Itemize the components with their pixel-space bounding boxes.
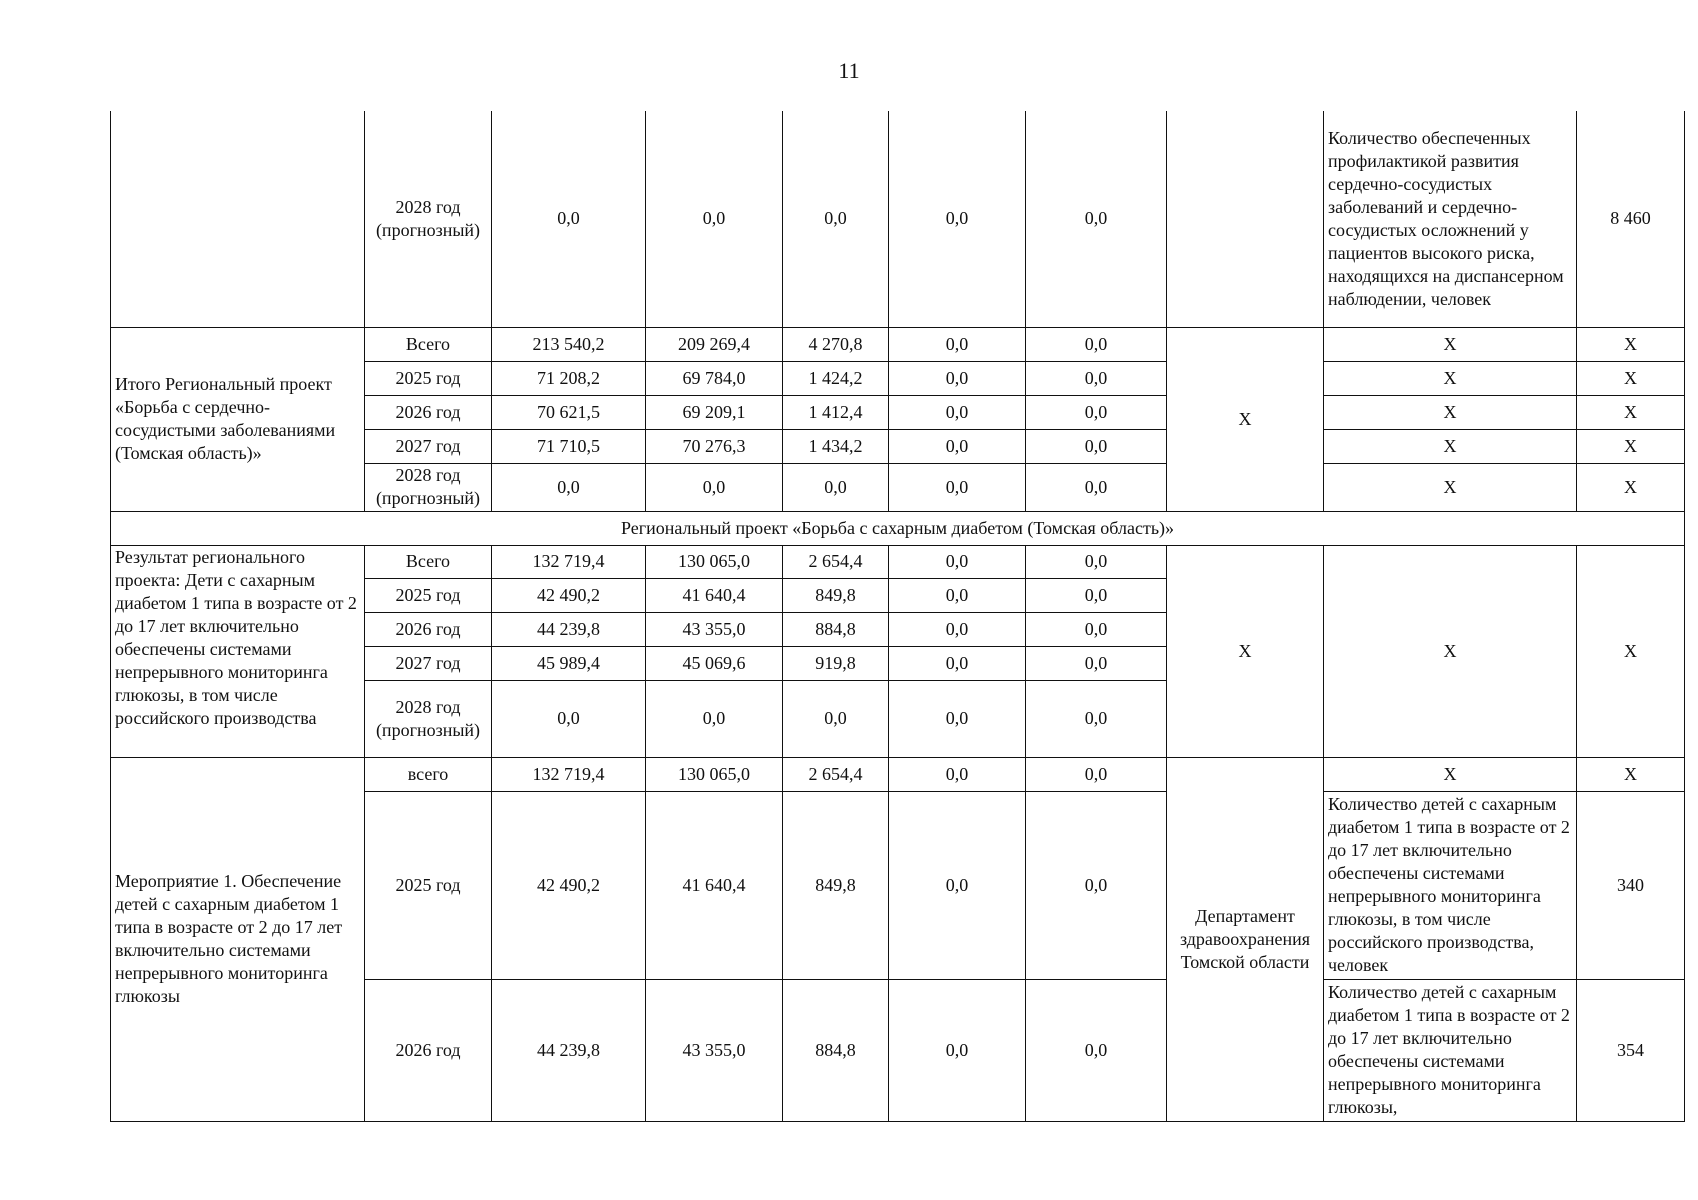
indicator-value-cell: Х: [1577, 545, 1685, 757]
table-row: [111, 327, 1685, 361]
value-cell: 884,8: [783, 612, 889, 646]
value-cell: 132 719,4: [492, 545, 646, 578]
value-cell: 0,0: [1026, 979, 1167, 1121]
value-cell: 44 239,8: [492, 612, 646, 646]
value-cell: 0,0: [889, 463, 1026, 511]
value-cell: 209 269,4: [646, 327, 783, 361]
value-cell: 0,0: [492, 463, 646, 511]
value-cell: 0,0: [1026, 757, 1167, 791]
name-cell: Итого Региональный проект «Борьба с сердечно-сосудистыми заболеваниями (Томская область)»: [111, 327, 365, 511]
value-cell: 0,0: [1026, 612, 1167, 646]
name-cell: Результат регионального проекта: Дети с сахарным диабетом 1 типа в возрасте от 2 до 17 лет включительно обеспечены системами непрерывного мониторинга глюкозы, в том числе российского производства: [111, 545, 365, 757]
indicator-value-cell: Х: [1577, 395, 1685, 429]
value-cell: 41 640,4: [646, 791, 783, 979]
indicator-value-cell: Х: [1577, 361, 1685, 395]
executor-cell: Х: [1167, 327, 1324, 511]
year-cell: 2025 год: [365, 578, 492, 612]
value-cell: 43 355,0: [646, 612, 783, 646]
name-cell: [111, 111, 365, 327]
indicator-cell: Х: [1324, 463, 1577, 511]
value-cell: 42 490,2: [492, 578, 646, 612]
value-cell: 0,0: [783, 680, 889, 757]
indicator-cell: Х: [1324, 361, 1577, 395]
value-cell: 0,0: [783, 111, 889, 327]
year-cell: 2025 год: [365, 361, 492, 395]
executor-cell: Департамент здравоохранения Томской области: [1167, 757, 1324, 1121]
table-row: [111, 111, 1685, 327]
value-cell: 2 654,4: [783, 757, 889, 791]
value-cell: 0,0: [1026, 463, 1167, 511]
indicator-value-cell: Х: [1577, 463, 1685, 511]
value-cell: 0,0: [1026, 646, 1167, 680]
table-row: [111, 757, 1685, 791]
indicator-value-cell: 340: [1577, 791, 1685, 979]
year-cell: 2027 год: [365, 646, 492, 680]
value-cell: 0,0: [1026, 791, 1167, 979]
value-cell: 0,0: [492, 111, 646, 327]
value-cell: 43 355,0: [646, 979, 783, 1121]
value-cell: 0,0: [889, 327, 1026, 361]
value-cell: 0,0: [889, 361, 1026, 395]
value-cell: 0,0: [889, 680, 1026, 757]
value-cell: 44 239,8: [492, 979, 646, 1121]
value-cell: 0,0: [889, 578, 1026, 612]
section-title: Региональный проект «Борьба с сахарным диабетом (Томская область)»: [111, 511, 1685, 545]
name-cell: Мероприятие 1. Обеспечение детей с сахарным диабетом 1 типа в возрасте от 2 до 17 лет включительно системами непрерывного мониторинга глюкозы: [111, 757, 365, 1121]
year-cell: 2026 год: [365, 979, 492, 1121]
indicator-value-cell: 354: [1577, 979, 1685, 1121]
executor-cell: [1167, 111, 1324, 327]
indicator-cell: Х: [1324, 545, 1577, 757]
value-cell: 41 640,4: [646, 578, 783, 612]
year-cell: 2026 год: [365, 395, 492, 429]
table-row: [111, 545, 1685, 578]
value-cell: 0,0: [889, 612, 1026, 646]
year-cell: 2028 год (прогнозный): [365, 680, 492, 757]
indicator-cell: Х: [1324, 395, 1577, 429]
value-cell: 45 989,4: [492, 646, 646, 680]
value-cell: 45 069,6: [646, 646, 783, 680]
value-cell: 849,8: [783, 791, 889, 979]
value-cell: 0,0: [1026, 429, 1167, 463]
year-cell: 2025 год: [365, 791, 492, 979]
value-cell: 130 065,0: [646, 757, 783, 791]
year-cell: Всего: [365, 327, 492, 361]
year-cell: 2028 год (прогнозный): [365, 111, 492, 327]
indicator-value-cell: 8 460: [1577, 111, 1685, 327]
value-cell: 70 276,3: [646, 429, 783, 463]
indicator-value-cell: Х: [1577, 429, 1685, 463]
value-cell: 130 065,0: [646, 545, 783, 578]
value-cell: 0,0: [1026, 545, 1167, 578]
value-cell: 69 209,1: [646, 395, 783, 429]
indicator-cell: Количество детей с сахарным диабетом 1 типа в возрасте от 2 до 17 лет включительно обеспечены системами непрерывного мониторинга глюкозы,: [1324, 979, 1577, 1121]
value-cell: 4 270,8: [783, 327, 889, 361]
value-cell: 0,0: [1026, 395, 1167, 429]
value-cell: 213 540,2: [492, 327, 646, 361]
indicator-cell: Х: [1324, 757, 1577, 791]
indicator-cell: Х: [1324, 429, 1577, 463]
year-cell: 2027 год: [365, 429, 492, 463]
page-number: 11: [838, 58, 860, 83]
value-cell: 0,0: [889, 429, 1026, 463]
value-cell: 70 621,5: [492, 395, 646, 429]
value-cell: 0,0: [646, 111, 783, 327]
year-cell: 2026 год: [365, 612, 492, 646]
year-cell: 2028 год (прогнозный): [365, 463, 492, 511]
value-cell: 1 434,2: [783, 429, 889, 463]
value-cell: 2 654,4: [783, 545, 889, 578]
value-cell: 0,0: [889, 111, 1026, 327]
value-cell: 919,8: [783, 646, 889, 680]
value-cell: 884,8: [783, 979, 889, 1121]
value-cell: 69 784,0: [646, 361, 783, 395]
value-cell: 0,0: [889, 757, 1026, 791]
value-cell: 132 719,4: [492, 757, 646, 791]
value-cell: 0,0: [646, 680, 783, 757]
value-cell: 0,0: [783, 463, 889, 511]
value-cell: 0,0: [889, 791, 1026, 979]
value-cell: 1 424,2: [783, 361, 889, 395]
value-cell: 0,0: [889, 646, 1026, 680]
value-cell: 1 412,4: [783, 395, 889, 429]
value-cell: 42 490,2: [492, 791, 646, 979]
value-cell: 0,0: [889, 395, 1026, 429]
value-cell: 0,0: [492, 680, 646, 757]
indicator-value-cell: Х: [1577, 327, 1685, 361]
value-cell: 0,0: [1026, 327, 1167, 361]
value-cell: 0,0: [1026, 578, 1167, 612]
value-cell: 0,0: [889, 979, 1026, 1121]
value-cell: 0,0: [1026, 680, 1167, 757]
budget-table: [110, 111, 1685, 1122]
table-row: [111, 511, 1685, 545]
executor-cell: Х: [1167, 545, 1324, 757]
value-cell: 0,0: [1026, 361, 1167, 395]
value-cell: 71 710,5: [492, 429, 646, 463]
value-cell: 0,0: [646, 463, 783, 511]
value-cell: 0,0: [1026, 111, 1167, 327]
indicator-cell: Количество обеспеченных профилактикой развития сердечно-сосудистых заболеваний и сердечно-сосудистых осложнений у пациентов высокого риска, находящихся на диспансерном наблюдении, человек: [1324, 111, 1577, 327]
value-cell: 0,0: [889, 545, 1026, 578]
indicator-cell: Х: [1324, 327, 1577, 361]
value-cell: 849,8: [783, 578, 889, 612]
year-cell: Всего: [365, 545, 492, 578]
indicator-value-cell: Х: [1577, 757, 1685, 791]
year-cell: всего: [365, 757, 492, 791]
indicator-cell: Количество детей с сахарным диабетом 1 типа в возрасте от 2 до 17 лет включительно обеспечены системами непрерывного мониторинга глюкозы, в том числе российского производства, человек: [1324, 791, 1577, 979]
value-cell: 71 208,2: [492, 361, 646, 395]
